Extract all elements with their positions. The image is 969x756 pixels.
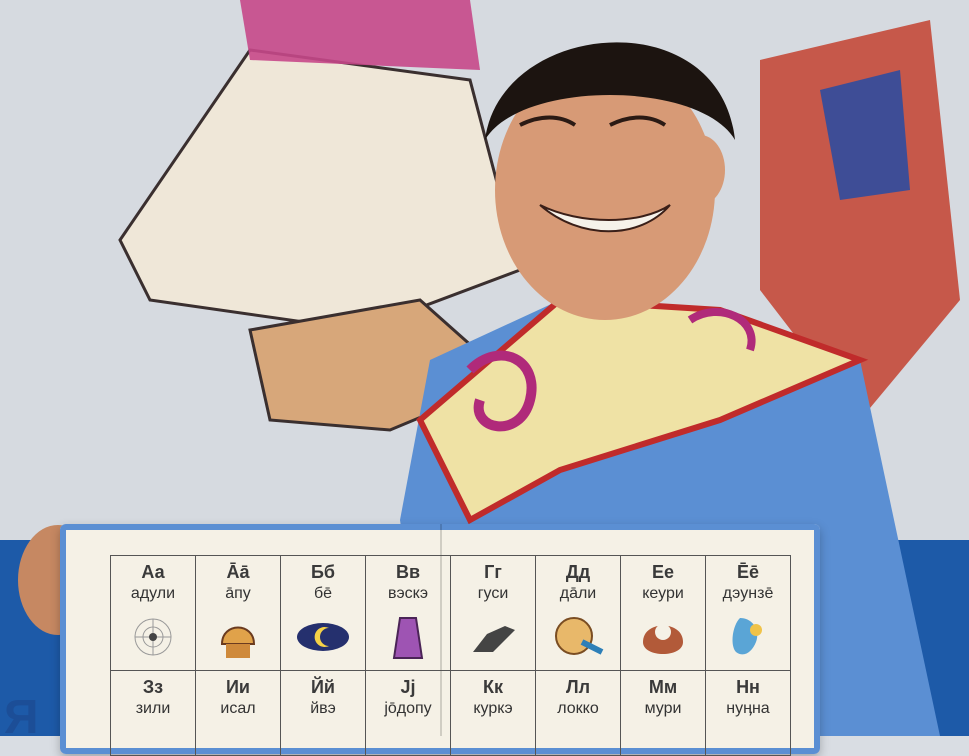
letter-label: Кк (483, 677, 503, 697)
alphabet-cell (536, 556, 621, 671)
letter-label: Āā (226, 562, 250, 582)
alphabet-cell (366, 556, 451, 671)
word-label: бē (313, 585, 333, 602)
alphabet-cell (621, 556, 706, 671)
spider-web-icon (125, 612, 181, 662)
alphabet-cell (196, 671, 281, 756)
word-label: куркэ (473, 700, 513, 717)
letter-label: Јj (400, 677, 416, 697)
letter-label: Вв (395, 562, 421, 582)
letter-label: Аа (141, 562, 165, 582)
letter-label: Зз (142, 677, 164, 697)
alphabet-cell (281, 556, 366, 671)
colorful-spirit-icon (720, 612, 776, 662)
alphabet-cell (366, 671, 451, 756)
alphabet-cell (621, 671, 706, 756)
word-label: мури (644, 700, 682, 717)
alphabet-cell (196, 556, 281, 671)
hooded-garment-icon (380, 612, 436, 662)
bird-icon (465, 612, 521, 662)
word-label: адули (130, 585, 176, 602)
edge-letter: Я (4, 691, 39, 744)
letter-label: Ēē (736, 562, 760, 582)
alphabet-cell (111, 671, 196, 756)
alphabet-cell (111, 556, 196, 671)
round-object-icon (550, 612, 606, 662)
letter-label: Ии (225, 677, 250, 697)
word-label: вэскэ (387, 585, 428, 602)
word-label: jōдопу (384, 700, 432, 717)
fur-hat-icon (210, 612, 266, 662)
moon-night-icon (295, 612, 351, 662)
word-label: āпу (225, 585, 251, 602)
word-label: исал (220, 700, 256, 717)
word-label: гуси (477, 585, 509, 602)
letter-label: Дд (565, 562, 591, 582)
word-label: дэунзē (722, 585, 774, 602)
alphabet-grid (110, 555, 791, 756)
word-label: йвэ (310, 700, 336, 717)
letter-label: Нн (736, 677, 760, 697)
alphabet-cell (706, 671, 791, 756)
word-label: локко (557, 700, 599, 717)
alphabet-cell (281, 671, 366, 756)
word-label: дāли (559, 585, 597, 602)
crescent-bread-icon (635, 612, 691, 662)
alphabet-cell (536, 671, 621, 756)
alphabet-cell (451, 671, 536, 756)
word-label: нуӊна (726, 700, 770, 717)
alphabet-cell (706, 556, 791, 671)
word-label: кеури (642, 585, 684, 602)
word-label: зили (135, 700, 171, 717)
letter-label: Мм (648, 677, 678, 697)
letter-label: Гг (484, 562, 502, 582)
alphabet-cell (451, 556, 536, 671)
letter-label: Бб (310, 562, 336, 582)
letter-label: Лл (565, 677, 591, 697)
letter-label: Йй (310, 677, 335, 697)
letter-label: Ее (651, 562, 675, 582)
